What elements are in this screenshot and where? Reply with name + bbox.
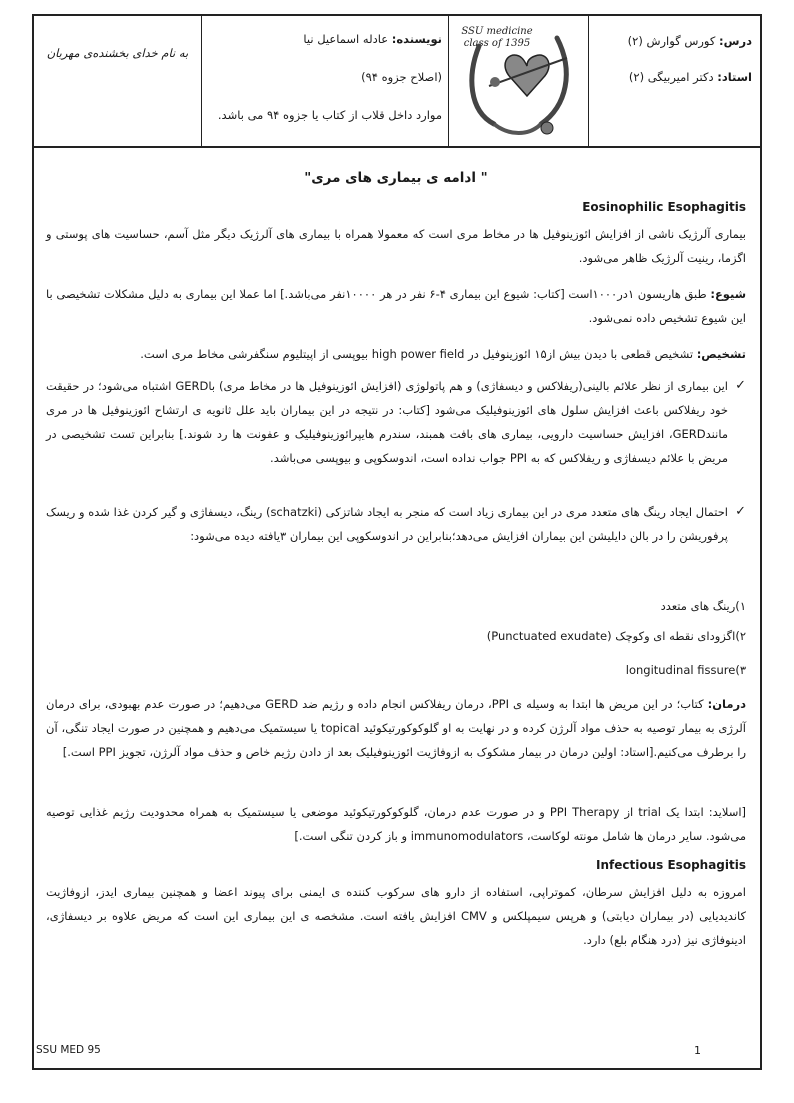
- stethoscope-logo-icon: [449, 16, 589, 146]
- slides-paragraph: [اسلاید: ابتدا یک trial از PPI Therapy و در صورت عدم درمان، گلوکوکورتیکوئید موضعی یا سیستمیک به همراه محدودیت رژیم غذایی توصیه می‌شود. سایر درمان ها شامل مونته لوکاست، immunomodulators و باز کردن تنگی است.]: [46, 805, 747, 843]
- document-header: [34, 16, 760, 148]
- infectious-heading: Infectious Esophagitis: [596, 858, 746, 872]
- teacher-value: دکتر امیربیگی (۲): [628, 70, 714, 84]
- finding-item-1: ۱)رینگ های متعدد: [660, 599, 746, 613]
- prevalence-paragraph: [46, 282, 746, 330]
- finding-item-2: ۲)اگزودای نقطه ای وکوچک (Punctuated exudate): [486, 629, 746, 643]
- basmala-text: به نام خدای بخشنده‌ی مهربان: [46, 46, 189, 60]
- author-line: [303, 32, 442, 46]
- diagnosis-text: تشخیص قطعی با دیدن بیش از۱۵ ائوزینوفیل در high power field بیوپسی از اپیتلیوم سنگفرشی مخاط مری است.: [140, 347, 697, 361]
- course-label: درس:: [719, 34, 752, 48]
- page-number: 1: [694, 1044, 701, 1057]
- author-info-cell: [202, 16, 448, 146]
- logo-cell: [448, 16, 588, 146]
- author-value: عادله اسماعیل نیا: [303, 32, 389, 46]
- eosinophilic-heading: Eosinophilic Esophagitis: [582, 200, 746, 214]
- checkmark-icon: ✓: [735, 504, 746, 519]
- infectious-paragraph: امروزه به دلیل افزایش سرطان، کموتراپی، استفاده از دارو های سرکوب کننده ی ایمنی برای پیوند اعضا و همچنین بیماری ایدز، ازوفاژیت کاندیدیایی (در بیماران دیابتی) و هرپس سیمپلکس و CMV افزایش یافته است. مشخصه ی این بیماری این است که مریض علاوه بر دیسفاژی، ادینوفاژی نیز (درد هنگام بلع) دارد.: [46, 885, 747, 947]
- author-label: نویسنده:: [391, 32, 442, 46]
- bullet1-text: این بیماری از نظر علائم بالینی(ریفلاکس و دیسفاژی) و هم پاتولوژی (افزایش ائوزینوفیل ها در مخاط مری) باGERD اشتباه می‌شود؛ در حقیقت خود ریفلاکس باعث افزایش سلول های ائوزینوفیلیک می‌شود [کتاب: در نتیجه در این بیماران باید علل ثانویه ی ارتشاح ائوزینوفیل ها در مری مانندGERD، افزایش حساسیت دارویی، بیماری های بافت همبند، سندرم هایپرائوزینوفیلیک و عفونت ها رد شوند.] بنابراین تست تشخیصی در مریض با علائم دیسفاژی و ریفلاکس که به PPI جواب نداده است، اندوسکوپی و بیوپسی می‌باشد.: [46, 379, 728, 465]
- prevalence-label: شیوع:: [710, 287, 747, 301]
- treatment-label: درمان:: [707, 697, 746, 711]
- finding-item-3: ۳)longitudinal fissure: [625, 663, 746, 677]
- logo-caption: SSU medicine class of 1395: [461, 26, 533, 49]
- checkmark-icon: ✓: [735, 378, 746, 393]
- page-title: " ادامه ی بیماری های مری": [304, 170, 488, 186]
- footer-label: SSU MED 95: [36, 1044, 101, 1056]
- course-line: [628, 34, 752, 48]
- eosinophilic-intro: بیماری آلرژیک ناشی از افزایش ائوزینوفیل ها در مخاط مری است که معمولا همراه با بیماری های آلرژیک دیگر مثل آسم، حساسیت های پوستی و اگزما، رینیت آلرژیک ظاهر می‌شود.: [46, 227, 746, 265]
- source-note: موارد داخل قلاب از کتاب یا جزوه ۹۴ می باشد.: [217, 108, 442, 122]
- diagnosis-label: تشخیص:: [696, 347, 746, 361]
- course-value: کورس گوارش (۲): [627, 34, 716, 48]
- bullet2-text: احتمال ایجاد رینگ های متعدد مری در این بیماری زیاد است که منجر به ایجاد شاتزکی (schatzki) رینگ، دیسفاژی و گیر کردن غذا شده و ریسک پرفوریشن را در بالن دایلیشن این بیماران افزایش می‌دهد؛بنابراین در اندوسکوپی این بیماران ۳یافته دیده می‌شود:: [46, 505, 728, 543]
- bullet-gerd-confusion: [46, 374, 746, 470]
- treatment-text: کتاب؛ در این مریض ها ابتدا به وسیله ی PPI، درمان ریفلاکس انجام داده و رژیم ضد GERD می‌دهیم؛ در صورت عدم بهبودی، برای درمان آلرژی به بیمار توصیه به حذف مواد آلرژن کرده و در نهایت به او گلوکوکورتیکوئید topical یا سیستمیک می‌دهیم و همچنین در صورت ایجاد تنگی، آن را برطرف می‌کنیم.[استاد: اولین درمان در بیمار مشکوک به ازوفاژیت ائوزینوفیلیک بعد از دادن رژیم خاص و حذف مواد آلرژن، تجویز PPI است.]: [46, 697, 747, 759]
- teacher-line: [629, 70, 752, 84]
- diagnosis-paragraph: [46, 342, 746, 366]
- bullet-rings: [46, 500, 746, 548]
- basmala-cell: [34, 16, 202, 146]
- revision-note: (اصلاح جزوه ۹۴): [361, 70, 442, 84]
- course-info-cell: [588, 16, 760, 146]
- teacher-label: استاد:: [717, 70, 752, 84]
- page-frame: [32, 14, 762, 1070]
- prevalence-text: طبق هاریسون ۱در۱۰۰۰است [کتاب: شیوع این بیماری ۴-۶ نفر در هر ۱۰۰۰۰نفر می‌باشد.] اما عملا این بیماری به دلیل مشکلات تشخیصی با این شیوع تشخیص داده نمی‌شود.: [46, 287, 746, 325]
- treatment-paragraph: [46, 692, 746, 764]
